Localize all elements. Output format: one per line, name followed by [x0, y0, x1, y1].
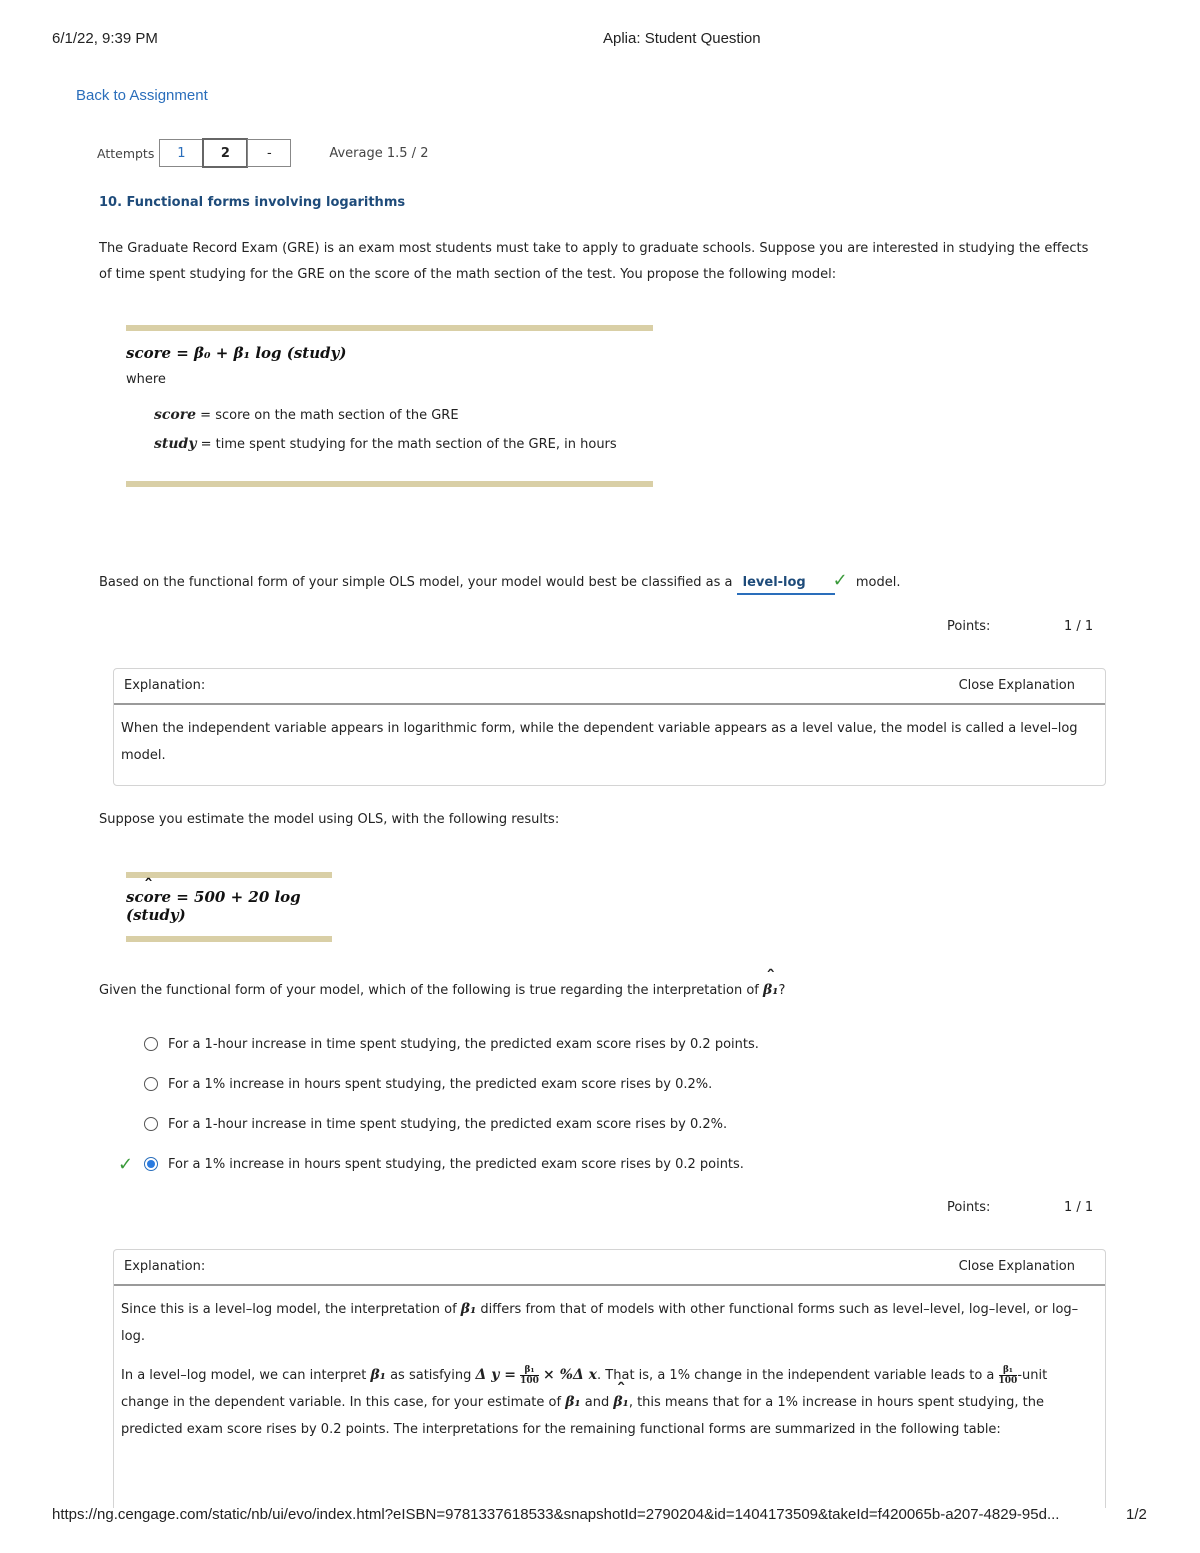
- classification-answer-dropdown[interactable]: level-log: [737, 573, 835, 595]
- page-url: https://ng.cengage.com/static/nb/ui/evo/index.html?eISBN=9781337618533&snapshotId=2790204&id=1404173509&takeId=f420065b-a207-4829-95d...: [52, 1506, 1060, 1523]
- classify-suffix: model.: [855, 575, 901, 590]
- question-title: 10. Functional forms involving logarithms: [99, 195, 406, 210]
- estimate-intro: Suppose you estimate the model using OLS, with the following results:: [99, 812, 560, 827]
- beta1-symbol: β₁: [460, 1301, 477, 1317]
- explanation-panel: [113, 668, 1106, 786]
- estimate-equation-box: [126, 872, 332, 942]
- answer-option[interactable]: [118, 1024, 759, 1064]
- beta1-hat: ˆ β₁: [763, 977, 778, 1003]
- model-equation: score = β₀ + β₁ log (study): [126, 344, 347, 362]
- print-footer: [0, 1506, 1200, 1526]
- radio-button[interactable]: [144, 1037, 158, 1051]
- print-datetime: 6/1/22, 9:39 PM: [52, 30, 158, 47]
- points-row: [947, 619, 1094, 634]
- times-pct-delta-x: × %Δ x: [543, 1367, 598, 1383]
- explanation-panel: [113, 1249, 1106, 1508]
- option-text: For a 1-hour increase in time spent studying, the predicted exam score rises by 0.2 points.: [168, 1036, 759, 1052]
- radio-button[interactable]: [144, 1117, 158, 1131]
- points-value: 1 / 1: [1064, 619, 1094, 634]
- explanation-label: Explanation:: [124, 678, 206, 693]
- radio-button-selected[interactable]: [144, 1157, 158, 1171]
- answer-option[interactable]: [118, 1064, 759, 1104]
- var-desc: = score on the math section of the GRE: [200, 408, 459, 423]
- print-header: [0, 30, 1200, 50]
- beta1-symbol: β₁: [565, 1394, 581, 1410]
- explanation-text: When the independent variable appears in logarithmic form, while the dependent variable appears as a level value, the model is called a level–log model.: [121, 721, 1078, 763]
- variable-definitions: [154, 401, 653, 459]
- score-hat: ˆ score: [126, 888, 171, 906]
- estimate-equation: [126, 888, 332, 924]
- divider: [126, 325, 653, 331]
- model-equation-box: [126, 325, 653, 487]
- attempts-label: Attempts: [97, 145, 155, 161]
- explanation-label: Explanation:: [124, 1259, 206, 1274]
- explanation-text: [114, 1286, 1105, 1451]
- points-label: Points:: [947, 619, 991, 634]
- var-name: study: [154, 436, 197, 452]
- mc-prompt: [99, 977, 785, 1004]
- mc-prompt-end: ?: [778, 983, 786, 998]
- beta1-hat: ˆ β₁: [613, 1389, 628, 1416]
- page-number: 1/2: [1126, 1506, 1147, 1523]
- explanation-header: [114, 669, 1105, 705]
- close-explanation-link[interactable]: Close Explanation: [958, 678, 1075, 693]
- checkmark-icon: ✓: [832, 570, 848, 591]
- mc-prompt-text: Given the functional form of your model, which of the following is true regarding the interpretation of: [99, 983, 759, 998]
- classify-prompt: Based on the functional form of your simple OLS model, your model would best be classified as a: [99, 575, 733, 590]
- answer-option[interactable]: [118, 1104, 759, 1144]
- points-label: Points:: [947, 1200, 991, 1215]
- print-page-title: Aplia: Student Question: [603, 30, 761, 47]
- attempt-2-button[interactable]: 2: [202, 138, 248, 168]
- answer-options: [118, 1024, 759, 1184]
- definition-score: [154, 401, 653, 430]
- beta-over-100: $\frac{\text{β₁}}{100}$: [998, 1365, 1018, 1386]
- explanation-header: [114, 1250, 1105, 1286]
- var-name: score: [154, 407, 197, 423]
- back-to-assignment-link[interactable]: Back to Assignment: [76, 87, 208, 104]
- close-explanation-link[interactable]: Close Explanation: [958, 1259, 1075, 1274]
- attempt-3-button[interactable]: -: [247, 139, 291, 167]
- points-row: [947, 1200, 1094, 1215]
- attempts-bar: [97, 139, 428, 167]
- question-intro: The Graduate Record Exam (GRE) is an exam most students must take to apply to graduate schools. Suppose you are interested in studying the effects of time spent studying for the GRE on the score of the math section of the test. You propose the following model:: [99, 241, 1089, 282]
- points-value: 1 / 1: [1064, 1200, 1094, 1215]
- attempt-1-button[interactable]: 1: [159, 139, 203, 167]
- definition-study: [154, 430, 653, 459]
- estimate-rhs: = 500 + 20 log (study): [126, 888, 301, 924]
- checkmark-icon: ✓: [118, 1153, 134, 1175]
- explanation-paragraph: Since this is a level–log model, the interpretation of β₁ differs from that of models with other functional forms such as level–level, log–level, or log–log.: [121, 1301, 1079, 1344]
- average-score: Average 1.5 / 2: [329, 145, 429, 161]
- explanation-paragraph: In a level–log model, we can interpret β₁ as satisfying Δ y = $\frac{\text{β₁}}{100}$ × %Δ x. That is, a 1% change in the independent variable leads to a $\frac{\text{β₁}}{100}$ -unit change in the dependent variable. In this case, for your estimate of β₁ and ˆ β₁, this means that for a 1% increase in hours spent studying, the predicted exam score rises by 0.2 points. The interpretations for the remaining functional forms are summarized in the following table:: [121, 1362, 1087, 1443]
- where-label: where: [126, 372, 166, 387]
- option-text: For a 1% increase in hours spent studying, the predicted exam score rises by 0.2%.: [168, 1076, 713, 1092]
- beta1-symbol: β₁: [370, 1367, 386, 1383]
- var-desc: = time spent studying for the math section of the GRE, in hours: [200, 437, 617, 452]
- divider: [126, 481, 653, 487]
- option-text: For a 1-hour increase in time spent studying, the predicted exam score rises by 0.2%.: [168, 1116, 728, 1132]
- beta-over-100: $\frac{\text{β₁}}{100}$: [520, 1365, 539, 1386]
- classification-question: [99, 568, 900, 596]
- delta-y: Δ y =: [475, 1367, 516, 1383]
- divider: [126, 936, 332, 942]
- answer-option[interactable]: [118, 1144, 759, 1184]
- option-text: For a 1% increase in hours spent studying, the predicted exam score rises by 0.2 points.: [168, 1156, 744, 1172]
- radio-button[interactable]: [144, 1077, 158, 1091]
